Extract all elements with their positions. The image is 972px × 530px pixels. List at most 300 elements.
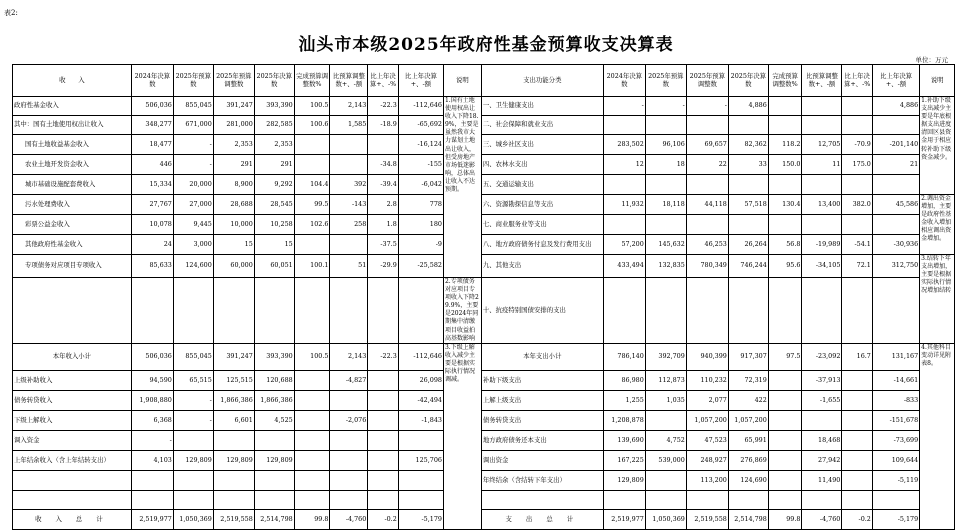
- expense-value: [728, 215, 768, 235]
- expense-value: [686, 215, 728, 235]
- expense-value: [768, 450, 802, 470]
- income-value: 10,078: [131, 215, 173, 235]
- income-value: [330, 450, 368, 470]
- expense-value: [768, 215, 802, 235]
- expense-value: 248,927: [686, 450, 728, 470]
- income-value: [330, 235, 368, 255]
- income-empty-cell: [398, 490, 443, 509]
- income-value: [368, 390, 398, 410]
- income-value: -112,646: [398, 97, 443, 116]
- income-value: 180: [398, 215, 443, 235]
- income-value: -25,582: [398, 255, 443, 278]
- income-value: [294, 430, 330, 450]
- income-value: [294, 470, 330, 490]
- income-value: 20,000: [173, 175, 213, 195]
- expense-value: 11: [802, 155, 842, 175]
- income-value: -143: [330, 195, 368, 215]
- income-value: 27,000: [173, 195, 213, 215]
- expense-value: -: [645, 97, 686, 116]
- expense-value: 97.5: [768, 343, 802, 370]
- income-value: [294, 450, 330, 470]
- expense-value: -4,760: [802, 509, 842, 529]
- unit-label: 单位：万元: [915, 56, 948, 64]
- income-label: 债务转贷收入: [13, 390, 132, 410]
- income-value: [294, 370, 330, 390]
- income-value: 9,292: [254, 175, 294, 195]
- income-value: -22.3: [368, 97, 398, 116]
- income-label: 收 入 总 计: [13, 509, 132, 529]
- header-vs-last-amt: 比上年决算+、-额: [872, 65, 919, 97]
- expense-value: [872, 175, 919, 195]
- expense-value: 22: [686, 155, 728, 175]
- income-value: [398, 278, 443, 344]
- expense-value: [802, 278, 842, 344]
- income-note-2: 2.专项债务对应项目专项收入下降29.9%，主要是2024年同期集中清缴项目收益拍高基数影响: [443, 278, 481, 344]
- expense-value: -14,661: [872, 370, 919, 390]
- income-value: 291: [254, 155, 294, 175]
- header-2025-final: 2025年决算数: [254, 65, 294, 97]
- expense-value: [728, 116, 768, 135]
- expense-value: [645, 215, 686, 235]
- income-value: 393,390: [254, 97, 294, 116]
- income-value: 129,809: [254, 450, 294, 470]
- income-value: 671,000: [173, 116, 213, 135]
- table-row: [13, 255, 955, 278]
- income-empty-cell: [330, 490, 368, 509]
- income-value: 129,809: [173, 450, 213, 470]
- expense-value: [842, 116, 872, 135]
- income-value: [368, 450, 398, 470]
- income-value: [131, 278, 173, 344]
- expense-value: [842, 390, 872, 410]
- expense-value: [872, 278, 919, 344]
- header-note: 说明: [920, 65, 955, 97]
- income-value: 348,277: [131, 116, 173, 135]
- income-value: 65,515: [173, 370, 213, 390]
- income-label: 上级补助收入: [13, 370, 132, 390]
- expense-value: 69,657: [686, 135, 728, 155]
- expense-label: 四、农林水支出: [481, 155, 603, 175]
- income-value: 6,601: [213, 410, 254, 430]
- table-row: [13, 430, 955, 450]
- income-value: -155: [398, 155, 443, 175]
- expense-label: 支 出 总 计: [481, 509, 603, 529]
- expense-value: 780,349: [686, 255, 728, 278]
- expense-value: 18,468: [802, 430, 842, 450]
- income-value: [213, 278, 254, 344]
- income-label: 专项债务对应项目专项收入: [13, 255, 132, 278]
- table-row: [13, 135, 955, 155]
- expense-label: 五、交通运输支出: [481, 175, 603, 195]
- income-empty-cell: [368, 490, 398, 509]
- expense-value: 150.0: [768, 155, 802, 175]
- header-2025-budget: 2025年预算数: [173, 65, 213, 97]
- table-row: [13, 195, 955, 215]
- expense-value: 124,690: [728, 470, 768, 490]
- income-value: -: [173, 155, 213, 175]
- income-value: -: [173, 410, 213, 430]
- table-row: [13, 215, 955, 235]
- header-2025-final: 2025年决算数: [728, 65, 768, 97]
- expense-value: 109,644: [872, 450, 919, 470]
- income-value: 1,908,880: [131, 390, 173, 410]
- header-2024-final: 2024年决算数: [603, 65, 645, 97]
- income-value: 2,143: [330, 97, 368, 116]
- expense-value: [728, 278, 768, 344]
- income-value: 2,519,558: [213, 509, 254, 529]
- income-value: -37.5: [368, 235, 398, 255]
- expense-value: [645, 410, 686, 430]
- income-value: 18,477: [131, 135, 173, 155]
- income-value: 391,247: [213, 343, 254, 370]
- income-value: -34.8: [368, 155, 398, 175]
- expense-value: 82,362: [728, 135, 768, 155]
- expense-value: 12,705: [802, 135, 842, 155]
- income-value: 855,045: [173, 97, 213, 116]
- budget-table: [12, 64, 955, 530]
- income-value: [330, 430, 368, 450]
- income-value: [294, 278, 330, 344]
- income-label: 农业土地开发资金收入: [13, 155, 132, 175]
- income-value: 1,866,386: [213, 390, 254, 410]
- table-row: [13, 490, 955, 509]
- expense-value: 132,835: [645, 255, 686, 278]
- expense-value: 1,050,369: [645, 509, 686, 529]
- expense-value: [768, 470, 802, 490]
- income-value: 24: [131, 235, 173, 255]
- expense-value: 45,586: [872, 195, 919, 215]
- income-value: 9,445: [173, 215, 213, 235]
- expense-value: -19,989: [802, 235, 842, 255]
- expense-value: 110,232: [686, 370, 728, 390]
- expense-value: [686, 116, 728, 135]
- income-value: 1.8: [368, 215, 398, 235]
- income-value: 446: [131, 155, 173, 175]
- expense-value: 112,873: [645, 370, 686, 390]
- expense-label: 年终结余（含结转下年支出）: [481, 470, 603, 490]
- income-value: 4,103: [131, 450, 173, 470]
- income-value: 15,334: [131, 175, 173, 195]
- income-value: 4,525: [254, 410, 294, 430]
- expense-value: [603, 490, 645, 509]
- income-label: 上年结余收入（含上年结转支出）: [13, 450, 132, 470]
- expense-value: -73,699: [872, 430, 919, 450]
- income-value: 100.1: [294, 255, 330, 278]
- income-empty-cell: [254, 490, 294, 509]
- expense-value: [768, 390, 802, 410]
- income-value: [330, 155, 368, 175]
- header-vs-last-pct: 比上年决算+、-%: [368, 65, 398, 97]
- income-value: [131, 470, 173, 490]
- expense-value: 940,399: [686, 343, 728, 370]
- expense-value: -833: [872, 390, 919, 410]
- expense-value: [802, 410, 842, 430]
- expense-value: 167,225: [603, 450, 645, 470]
- expense-label: 十、抗疫特别国债安排的支出: [481, 278, 603, 344]
- header-income: 收 入: [13, 65, 132, 97]
- income-value: [173, 430, 213, 450]
- expense-value: [842, 490, 872, 509]
- income-label: 其中：国有土地使用权出让收入: [13, 116, 132, 135]
- table-row: [13, 509, 955, 529]
- income-label: [13, 278, 132, 344]
- income-value: 2,519,977: [131, 509, 173, 529]
- income-value: 125,515: [213, 370, 254, 390]
- expense-value: 1,057,200: [728, 410, 768, 430]
- income-value: 10,258: [254, 215, 294, 235]
- income-value: 15: [213, 235, 254, 255]
- expense-label: 一、卫生健康支出: [481, 97, 603, 116]
- income-value: [173, 278, 213, 344]
- expense-value: [872, 116, 919, 135]
- expense-value: [686, 278, 728, 344]
- expense-value: [802, 116, 842, 135]
- expense-value: -37,913: [802, 370, 842, 390]
- income-value: -39.4: [368, 175, 398, 195]
- expense-value: [768, 278, 802, 344]
- income-value: [173, 470, 213, 490]
- expense-value: [802, 215, 842, 235]
- income-value: [368, 470, 398, 490]
- income-value: 15: [254, 235, 294, 255]
- income-value: 99.5: [294, 195, 330, 215]
- expense-value: [842, 410, 872, 430]
- expense-value: -: [603, 97, 645, 116]
- expense-value: 26,264: [728, 235, 768, 255]
- expense-value: 422: [728, 390, 768, 410]
- expense-value: [728, 175, 768, 195]
- expense-value: [842, 370, 872, 390]
- expense-value: [768, 430, 802, 450]
- income-value: 100.6: [294, 116, 330, 135]
- header-2025-adjusted: 2025年预算调整数: [686, 65, 728, 97]
- income-value: 100.5: [294, 343, 330, 370]
- income-value: 778: [398, 195, 443, 215]
- expense-value: 312,750: [872, 255, 919, 278]
- expense-value: 18,118: [645, 195, 686, 215]
- table-row: [13, 450, 955, 470]
- income-value: 125,706: [398, 450, 443, 470]
- expense-value: -1,655: [802, 390, 842, 410]
- expense-label: 上解上级支出: [481, 390, 603, 410]
- income-label: 污水处理费收入: [13, 195, 132, 215]
- expense-value: 283,502: [603, 135, 645, 155]
- expense-value: 145,632: [645, 235, 686, 255]
- header-2024-final: 2024年决算数: [131, 65, 173, 97]
- income-value: 392: [330, 175, 368, 195]
- income-value: 27,767: [131, 195, 173, 215]
- header-2025-budget: 2025年预算数: [645, 65, 686, 97]
- income-value: 124,600: [173, 255, 213, 278]
- income-value: [330, 390, 368, 410]
- expense-value: 746,244: [728, 255, 768, 278]
- expense-label: 债务转贷支出: [481, 410, 603, 430]
- expense-value: [872, 215, 919, 235]
- income-value: 506,036: [131, 343, 173, 370]
- expense-label: 六、资源勘探信息等支出: [481, 195, 603, 215]
- expense-value: [728, 490, 768, 509]
- expense-value: 4,886: [728, 97, 768, 116]
- expense-value: 12: [603, 155, 645, 175]
- income-value: 291: [213, 155, 254, 175]
- expense-value: -23,092: [802, 343, 842, 370]
- income-label: 政府性基金收入: [13, 97, 132, 116]
- expense-value: 56.8: [768, 235, 802, 255]
- expense-value: 11,490: [802, 470, 842, 490]
- table-row: [13, 390, 955, 410]
- expense-value: 130.4: [768, 195, 802, 215]
- header-vs-last-amt: 比上年决算+、-额: [398, 65, 443, 97]
- income-value: 94,590: [131, 370, 173, 390]
- income-value: 282,585: [254, 116, 294, 135]
- expense-value: [645, 278, 686, 344]
- table-row: [13, 175, 955, 195]
- income-value: -112,646: [398, 343, 443, 370]
- income-label: 城市基础设施配套费收入: [13, 175, 132, 195]
- table-row: [13, 155, 955, 175]
- expense-value: [802, 490, 842, 509]
- expense-label: [481, 490, 603, 509]
- expense-value: 118.2: [768, 135, 802, 155]
- income-value: 393,390: [254, 343, 294, 370]
- income-value: -: [173, 135, 213, 155]
- expense-value: [768, 370, 802, 390]
- income-value: 8,900: [213, 175, 254, 195]
- expense-value: 276,869: [728, 450, 768, 470]
- income-value: -1,843: [398, 410, 443, 430]
- expense-value: -: [686, 97, 728, 116]
- expense-value: 129,809: [603, 470, 645, 490]
- income-value: 281,000: [213, 116, 254, 135]
- expense-value: 539,000: [645, 450, 686, 470]
- expense-label: 调出资金: [481, 450, 603, 470]
- expense-value: 382.0: [842, 195, 872, 215]
- income-value: 1,585: [330, 116, 368, 135]
- expense-value: 99.8: [768, 509, 802, 529]
- income-label: 彩票公益金收入: [13, 215, 132, 235]
- income-value: [294, 135, 330, 155]
- income-empty-cell: [173, 490, 213, 509]
- income-label: 其他政府性基金收入: [13, 235, 132, 255]
- expense-value: 65,991: [728, 430, 768, 450]
- expense-value: 13,400: [802, 195, 842, 215]
- income-label: 本年收入小计: [13, 343, 132, 370]
- expense-value: 18: [645, 155, 686, 175]
- expense-value: -0.2: [842, 509, 872, 529]
- expense-value: [872, 490, 919, 509]
- expense-label: 七、商业服务业等支出: [481, 215, 603, 235]
- income-note-3: 3.下级上解收入减少主要是根据实际执行情况调减。: [443, 343, 481, 529]
- income-value: [330, 278, 368, 344]
- income-value: [294, 155, 330, 175]
- income-value: 28,545: [254, 195, 294, 215]
- expense-value: 917,307: [728, 343, 768, 370]
- expense-label: 二、社会保障和就业支出: [481, 116, 603, 135]
- income-value: 60,051: [254, 255, 294, 278]
- expense-value: [645, 490, 686, 509]
- income-value: 129,809: [213, 450, 254, 470]
- income-value: 26,098: [398, 370, 443, 390]
- income-note-1: 1.国有土地使用权出让收入下降18.9%，主要是虽然我市大力谋划土地出让收入，但受房地产市场低迷影响，总体出让收入不达预期。: [443, 97, 481, 278]
- header-vs-budget: 比预算调整数+、-额: [330, 65, 368, 97]
- expense-value: [842, 278, 872, 344]
- expense-value: -54.1: [842, 235, 872, 255]
- income-value: [294, 390, 330, 410]
- expense-value: [802, 97, 842, 116]
- income-value: 2.8: [368, 195, 398, 215]
- expense-value: 72.1: [842, 255, 872, 278]
- income-value: 391,247: [213, 97, 254, 116]
- income-value: 104.4: [294, 175, 330, 195]
- header-completion-rate: 完成预算调整数%: [294, 65, 330, 97]
- income-value: [254, 430, 294, 450]
- expense-value: 1,255: [603, 390, 645, 410]
- income-label: [13, 470, 132, 490]
- income-value: [368, 430, 398, 450]
- expense-value: 47,523: [686, 430, 728, 450]
- income-label: 调入资金: [13, 430, 132, 450]
- expense-value: [842, 215, 872, 235]
- income-value: [294, 235, 330, 255]
- expense-value: [603, 278, 645, 344]
- income-value: [330, 470, 368, 490]
- income-value: [398, 470, 443, 490]
- expense-value: [768, 175, 802, 195]
- expense-value: 1,057,200: [686, 410, 728, 430]
- expense-value: 33: [728, 155, 768, 175]
- income-value: -65,692: [398, 116, 443, 135]
- income-value: [368, 135, 398, 155]
- expense-value: 27,942: [802, 450, 842, 470]
- expense-value: -30,936: [872, 235, 919, 255]
- expense-value: [686, 490, 728, 509]
- income-value: 2,143: [330, 343, 368, 370]
- table-row: [13, 235, 955, 255]
- expense-label: 地方政府债务还本支出: [481, 430, 603, 450]
- header-2025-adjusted: 2025年预算调整数: [213, 65, 254, 97]
- expense-label: 三、城乡社区支出: [481, 135, 603, 155]
- expense-value: 2,519,977: [603, 509, 645, 529]
- expense-value: 1,208,878: [603, 410, 645, 430]
- expense-value: 113,200: [686, 470, 728, 490]
- expense-value: [686, 175, 728, 195]
- income-value: [330, 135, 368, 155]
- expense-value: 786,140: [603, 343, 645, 370]
- income-value: -6,042: [398, 175, 443, 195]
- expense-value: [645, 116, 686, 135]
- income-value: 3,000: [173, 235, 213, 255]
- income-value: 100.5: [294, 97, 330, 116]
- income-value: -: [131, 430, 173, 450]
- expense-value: 2,519,558: [686, 509, 728, 529]
- table-row: [13, 370, 955, 390]
- expense-value: -5,119: [872, 470, 919, 490]
- income-value: 2,353: [213, 135, 254, 155]
- income-value: [254, 278, 294, 344]
- expense-value: 57,200: [603, 235, 645, 255]
- page-title: 汕头市本级2025年政府性基金预算收支决算表: [298, 35, 674, 55]
- expense-label: 补助下级支出: [481, 370, 603, 390]
- income-value: 99.8: [294, 509, 330, 529]
- expense-value: 95.6: [768, 255, 802, 278]
- income-value: 1,050,369: [173, 509, 213, 529]
- expense-value: [768, 410, 802, 430]
- income-value: 102.6: [294, 215, 330, 235]
- income-value: [368, 370, 398, 390]
- expense-value: [645, 175, 686, 195]
- income-value: 51: [330, 255, 368, 278]
- expense-label: 八、地方政府债务付息及发行费用支出: [481, 235, 603, 255]
